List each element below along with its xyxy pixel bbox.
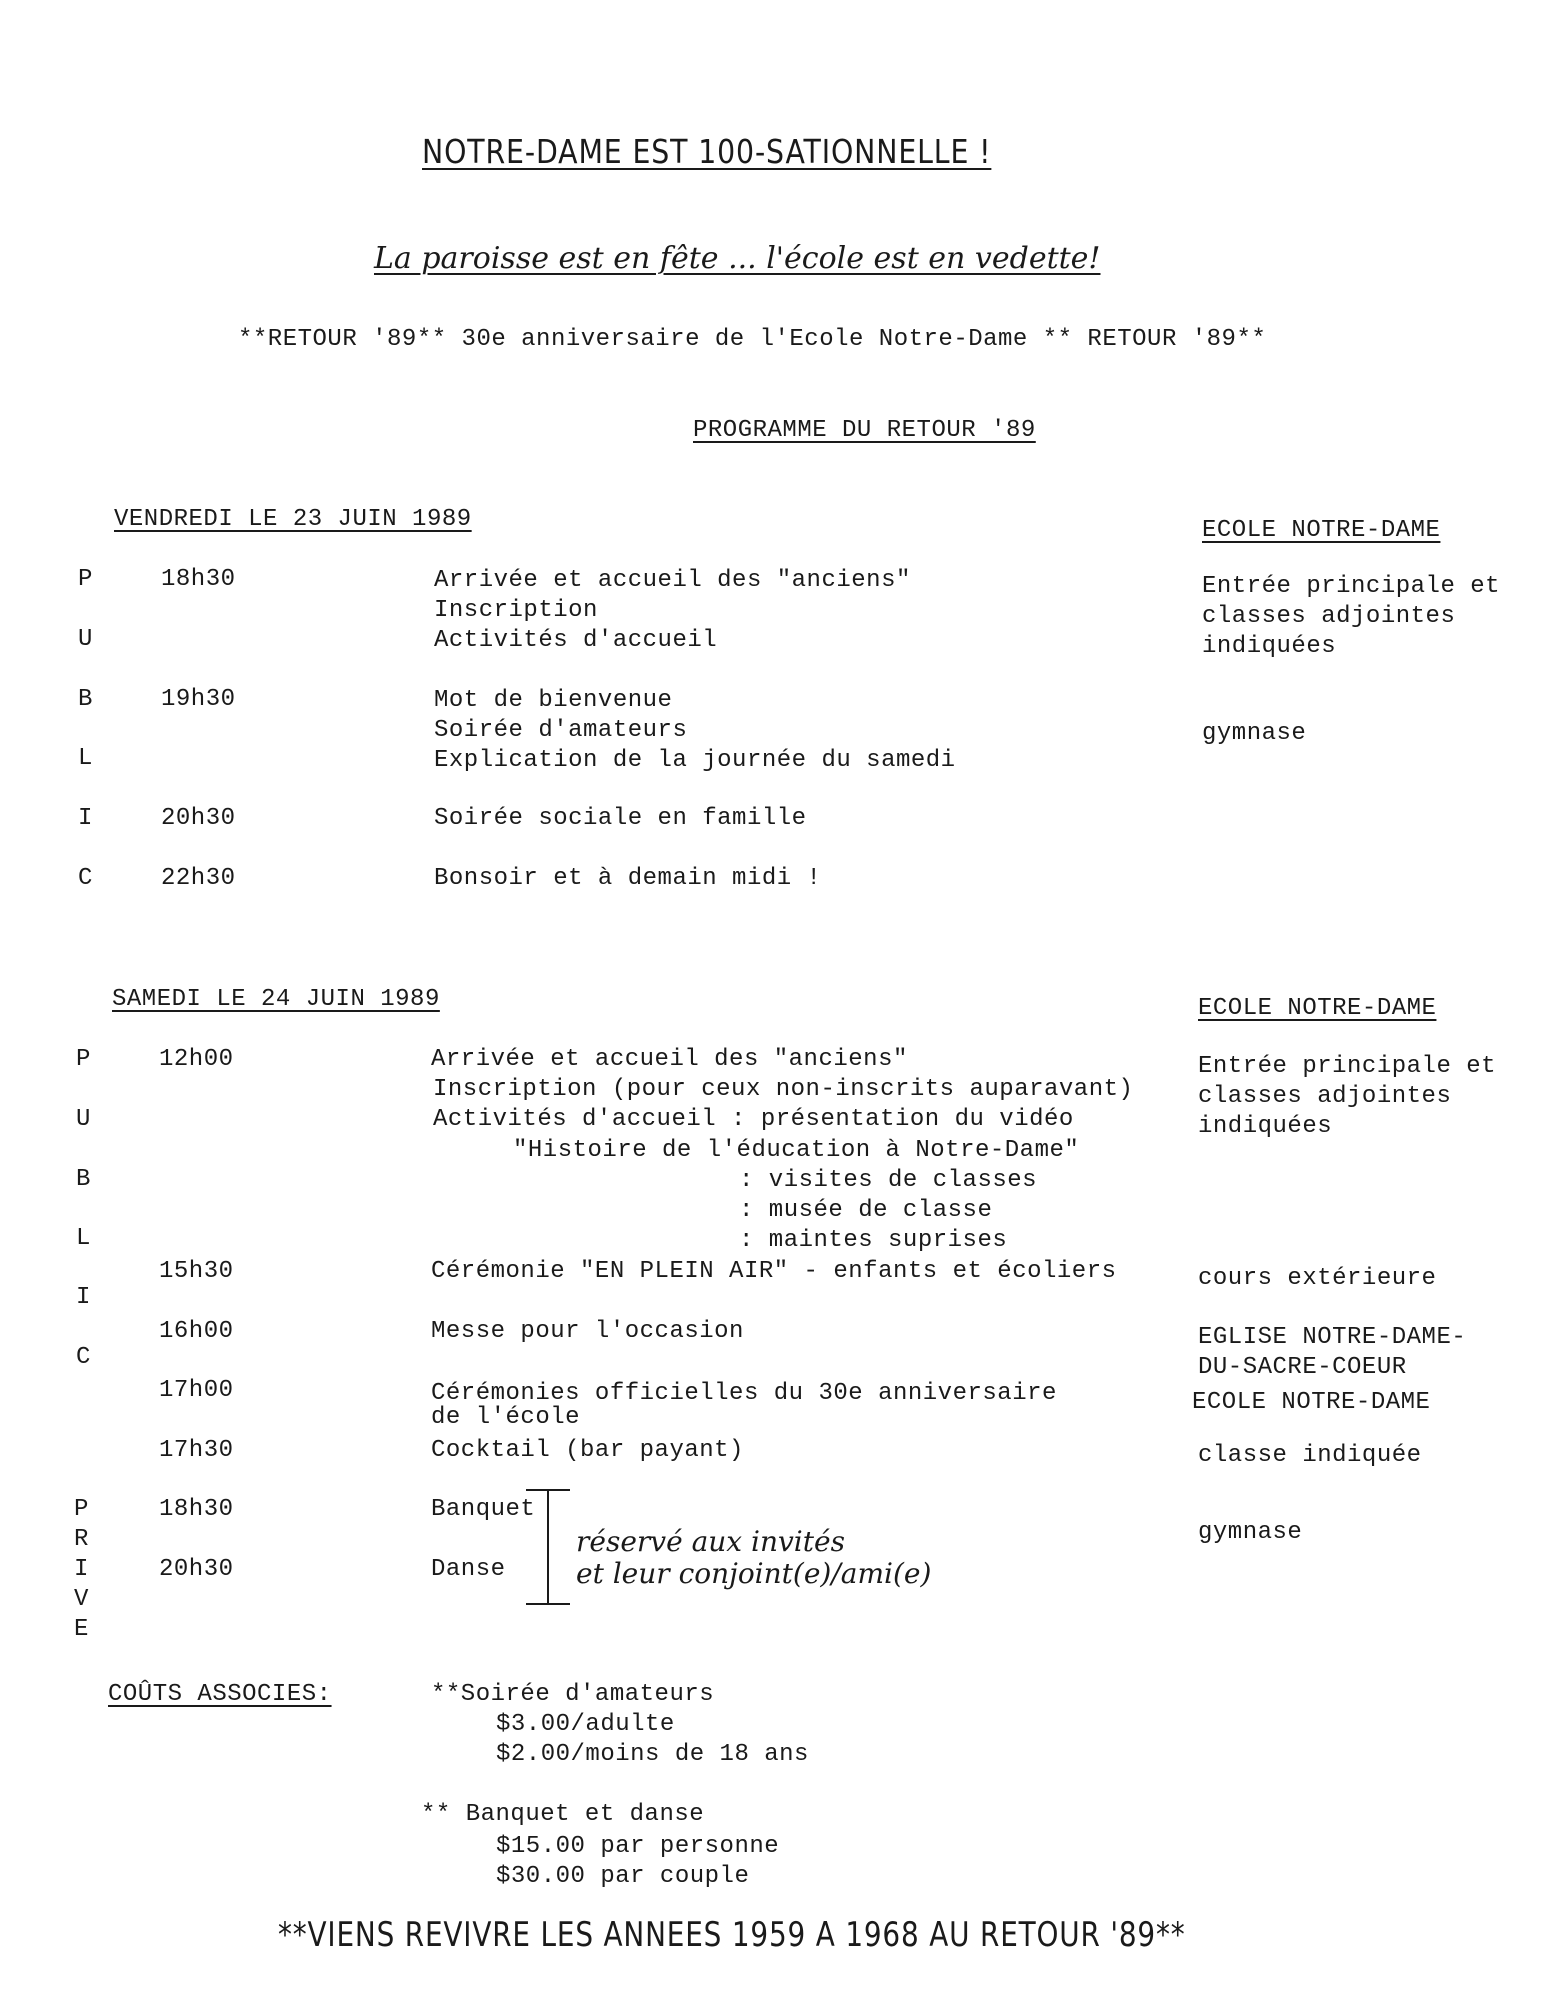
side-letter: C bbox=[76, 1344, 91, 1371]
event-time: 17h00 bbox=[159, 1377, 234, 1404]
event-line: Soirée d'amateurs bbox=[434, 717, 688, 744]
side-letter: E bbox=[74, 1616, 89, 1643]
page-title: NOTRE-DAME EST 100-SATIONNELLE ! bbox=[422, 132, 992, 171]
cost-item: $2.00/moins de 18 ans bbox=[496, 1741, 809, 1768]
side-letter: P bbox=[78, 566, 93, 593]
cost-item: $30.00 par couple bbox=[496, 1863, 750, 1890]
side-letter: P bbox=[76, 1046, 91, 1073]
event-place bbox=[1198, 1052, 1496, 1142]
event-line: "Histoire de l'éducation à Notre-Dame" bbox=[513, 1137, 1080, 1164]
event-line: Inscription (pour ceux non-inscrits auparavant) bbox=[433, 1076, 1134, 1103]
side-letter: I bbox=[78, 805, 93, 832]
event-time: 17h30 bbox=[159, 1437, 234, 1464]
event-description bbox=[434, 566, 911, 656]
event-description bbox=[431, 1379, 1057, 1433]
side-letter: L bbox=[76, 1225, 91, 1252]
place-line: indiquées bbox=[1198, 1113, 1333, 1140]
side-letter: B bbox=[78, 686, 93, 713]
event-line: de l'école bbox=[431, 1404, 581, 1431]
event-line: Activités d'accueil : présentation du vidéo bbox=[433, 1106, 1074, 1133]
event-line: : musée de classe bbox=[739, 1197, 993, 1224]
side-letter: I bbox=[76, 1284, 91, 1311]
place-line: classes adjointes bbox=[1202, 603, 1456, 630]
event-line: Activités d'accueil bbox=[434, 627, 718, 654]
event-line: Arrivée et accueil des "anciens" bbox=[431, 1046, 908, 1073]
event-place: cours extérieure bbox=[1198, 1265, 1437, 1292]
event-place: gymnase bbox=[1202, 720, 1307, 747]
side-letter: P bbox=[74, 1496, 89, 1523]
event-place bbox=[1202, 572, 1500, 662]
page-subtitle: La paroisse est en fête ... l'école est en vedette! bbox=[374, 241, 1101, 276]
side-letter: U bbox=[76, 1106, 91, 1133]
event-place: ECOLE NOTRE-DAME bbox=[1192, 1389, 1431, 1416]
event-place: classe indiquée bbox=[1198, 1442, 1422, 1469]
cost-group-title: **Soirée d'amateurs bbox=[431, 1681, 715, 1708]
place-line: classes adjointes bbox=[1198, 1083, 1452, 1110]
side-letter: V bbox=[74, 1586, 89, 1613]
event-line: Arrivée et accueil des "anciens" bbox=[434, 567, 911, 594]
note-line: et leur conjoint(e)/ami(e) bbox=[576, 1557, 932, 1590]
event-time: 16h00 bbox=[159, 1318, 234, 1345]
event-time: 15h30 bbox=[159, 1258, 234, 1285]
event-place: gymnase bbox=[1198, 1519, 1303, 1546]
event-description: Cocktail (bar payant) bbox=[431, 1437, 744, 1464]
place-line: Entrée principale et bbox=[1202, 573, 1501, 600]
reserved-note bbox=[576, 1526, 931, 1590]
event-time: 20h30 bbox=[161, 805, 236, 832]
event-description: Messe pour l'occasion bbox=[431, 1318, 744, 1345]
cost-group-title: ** Banquet et danse bbox=[421, 1801, 705, 1828]
event-time: 22h30 bbox=[161, 865, 236, 892]
side-letter: U bbox=[78, 626, 93, 653]
event-description: Soirée sociale en famille bbox=[434, 805, 807, 832]
friday-location-heading: ECOLE NOTRE-DAME bbox=[1202, 517, 1441, 544]
cost-item: $3.00/adulte bbox=[496, 1711, 675, 1738]
saturday-location-heading: ECOLE NOTRE-DAME bbox=[1198, 995, 1437, 1022]
event-time: 19h30 bbox=[161, 686, 236, 713]
event-description: Cérémonie "EN PLEIN AIR" - enfants et écoliers bbox=[431, 1258, 1117, 1285]
side-letter: I bbox=[74, 1556, 89, 1583]
note-line: réservé aux invités bbox=[576, 1525, 845, 1558]
anniversary-banner: **RETOUR '89** 30e anniversaire de l'Ecole Notre-Dame ** RETOUR '89** bbox=[238, 326, 1267, 353]
event-description: Bonsoir et à demain midi ! bbox=[434, 865, 822, 892]
footer-slogan: **VIENS REVIVRE LES ANNEES 1959 A 1968 AU RETOUR '89** bbox=[278, 1915, 1186, 1955]
costs-label: COÛTS ASSOCIES: bbox=[108, 1681, 332, 1708]
event-time: 18h30 bbox=[161, 566, 236, 593]
event-line: Inscription bbox=[434, 597, 598, 624]
event-time: 12h00 bbox=[159, 1046, 234, 1073]
program-title: PROGRAMME DU RETOUR '89 bbox=[693, 417, 1036, 444]
event-description bbox=[434, 686, 956, 776]
event-time: 18h30 bbox=[159, 1496, 234, 1523]
event-line: Cérémonies officielles du 30e anniversaire bbox=[431, 1380, 1057, 1407]
event-description: Banquet bbox=[431, 1496, 536, 1523]
side-letter: R bbox=[74, 1526, 89, 1553]
place-line: DU-SACRE-COEUR bbox=[1198, 1354, 1407, 1381]
event-place bbox=[1198, 1323, 1466, 1383]
event-line: Explication de la journée du samedi bbox=[434, 747, 956, 774]
place-line: Entrée principale et bbox=[1198, 1053, 1497, 1080]
event-line: Mot de bienvenue bbox=[434, 687, 673, 714]
event-description: Danse bbox=[431, 1556, 506, 1583]
event-line: : visites de classes bbox=[739, 1167, 1038, 1194]
saturday-day-heading: SAMEDI LE 24 JUIN 1989 bbox=[112, 986, 440, 1013]
event-line: : maintes suprises bbox=[739, 1227, 1008, 1254]
event-time: 20h30 bbox=[159, 1556, 234, 1583]
place-line: indiquées bbox=[1202, 633, 1337, 660]
cost-item: $15.00 par personne bbox=[496, 1833, 780, 1860]
place-line: EGLISE NOTRE-DAME- bbox=[1198, 1324, 1467, 1351]
side-letter: L bbox=[78, 745, 93, 772]
side-letter: C bbox=[78, 865, 93, 892]
friday-day-heading: VENDREDI LE 23 JUIN 1989 bbox=[114, 506, 472, 533]
side-letter: B bbox=[76, 1166, 91, 1193]
